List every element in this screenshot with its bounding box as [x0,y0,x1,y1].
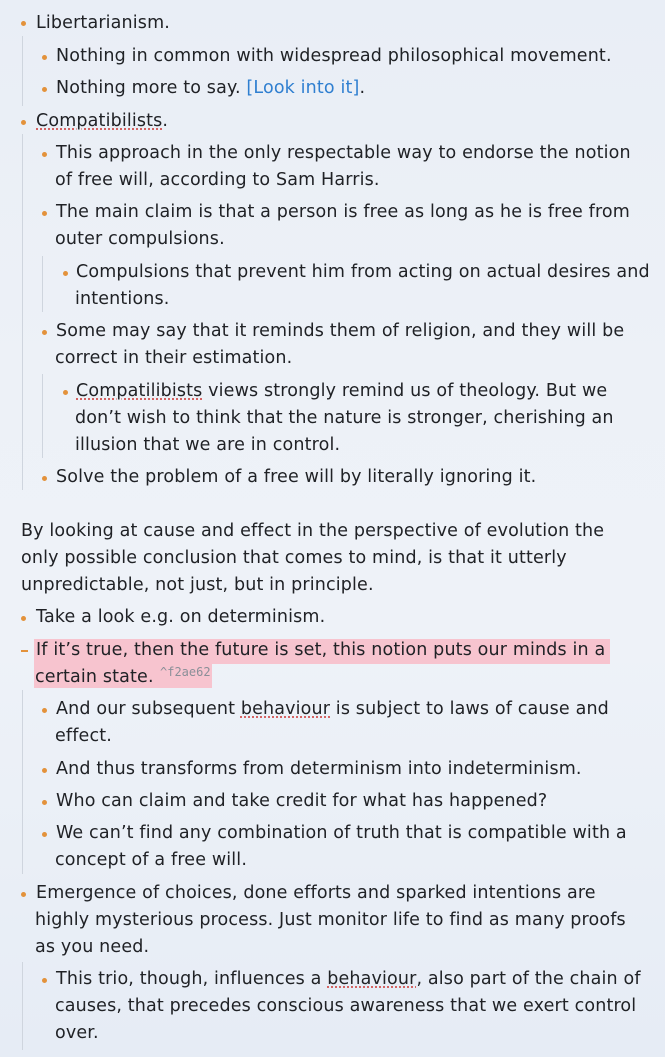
bullet-icon [42,87,47,92]
indent-guide [22,962,23,1050]
block-reference-id: ^f2ae62 [160,665,211,679]
bullet-icon [42,152,47,157]
look-into-it-link[interactable]: [Look into it] [246,78,360,98]
list-item-line[interactable]: This approach in the only respectable way to endorse the notion [56,143,631,163]
list-item-line[interactable]: highly mysterious process. Just monitor life to find as many proofs [35,910,626,930]
bullet-icon [42,768,47,773]
bullet-icon [42,708,47,713]
indent-guide [42,374,43,458]
list-item[interactable]: Nothing in common with widespread philosophical movement. [56,46,612,66]
bullet-icon [42,476,47,481]
list-item-line[interactable] [76,378,607,405]
highlighted-list-item-line[interactable]: If it’s true, then the future is set, this notion puts our minds in a [36,640,606,660]
list-item-line[interactable]: correct in their estimation. [55,348,293,368]
indent-guide [22,36,23,106]
list-item[interactable]: Solve the problem of a free will by literally ignoring it. [56,467,537,487]
paragraph-line[interactable]: By looking at cause and effect in the perspective of evolution the [21,521,605,541]
bullet-icon [42,330,47,335]
bullet-icon [42,211,47,216]
list-item-line[interactable]: causes, that precedes conscious awareness that we exert control [55,996,637,1016]
bullet-icon [63,271,68,276]
list-item-line[interactable] [56,696,609,723]
indent-guide [22,134,23,490]
list-item-line[interactable]: Some may say that it reminds them of religion, and they will be [56,321,625,341]
highlighted-list-item-line[interactable]: certain state. [35,667,154,687]
bullet-icon [21,616,26,621]
list-item-line[interactable]: illusion that we are in control. [75,435,341,455]
indent-guide [22,690,23,874]
item-text: is subject to laws of cause and [330,699,609,719]
list-item-line[interactable]: effect. [55,726,112,746]
item-text: , also part of the chain of [416,969,641,989]
bullet-icon [42,832,47,837]
bullet-icon [21,892,26,897]
list-item[interactable]: And thus transforms from determinism into indeterminism. [56,759,582,779]
list-item[interactable] [56,75,365,102]
collapse-dash-icon[interactable] [21,650,28,652]
indent-guide [42,256,43,312]
bullet-icon [42,800,47,805]
bullet-icon [42,978,47,983]
list-item-line[interactable]: over. [55,1023,99,1043]
list-item-line[interactable]: Compulsions that prevent him from acting on actual desires and [76,262,650,282]
item-text: . [162,111,169,131]
list-item-line[interactable]: concept of a free will. [55,850,248,870]
list-item-line[interactable]: intentions. [75,289,170,309]
cut-off-line [0,0,665,3]
misspelled-word[interactable]: behaviour [327,969,417,989]
misspelled-word[interactable]: Compatilibists [76,381,203,401]
item-text: This trio, though, influences a [56,969,328,989]
item-text: And our subsequent [56,699,241,719]
bullet-icon [21,120,26,125]
misspelled-word[interactable]: Compatibilists [36,111,163,131]
bullet-icon [42,55,47,60]
list-item-line[interactable]: The main claim is that a person is free as long as he is free from [56,202,630,222]
list-item[interactable]: Libertarianism. [36,13,170,33]
list-item[interactable]: Who can claim and take credit for what has happened? [56,791,548,811]
list-item-line[interactable]: We can’t find any combination of truth that is compatible with a [56,823,627,843]
paragraph-line[interactable]: unpredictable, not just, but in principle. [21,575,374,595]
list-item[interactable]: Take a look e.g. on determinism. [36,607,326,627]
list-item-line[interactable] [56,966,641,993]
list-item-line[interactable]: of free will, according to Sam Harris. [55,170,380,190]
list-item[interactable] [36,108,168,135]
bullet-icon [21,21,26,26]
item-text: . [359,78,366,98]
item-text: views strongly remind us of theology. But we [202,381,608,401]
list-item-line[interactable]: Emergence of choices, done efforts and sparked intentions are [36,883,596,903]
list-item-line[interactable]: as you need. [35,937,150,957]
item-text: Nothing more to say. [56,78,247,98]
list-item-line[interactable]: outer compulsions. [55,229,225,249]
list-item-line[interactable]: don’t wish to think that the nature is stronger, cherishing an [75,408,614,428]
paragraph-line[interactable]: only possible conclusion that comes to mind, is that it utterly [21,548,567,568]
bullet-icon [63,390,68,395]
misspelled-word[interactable]: behaviour [240,699,331,719]
